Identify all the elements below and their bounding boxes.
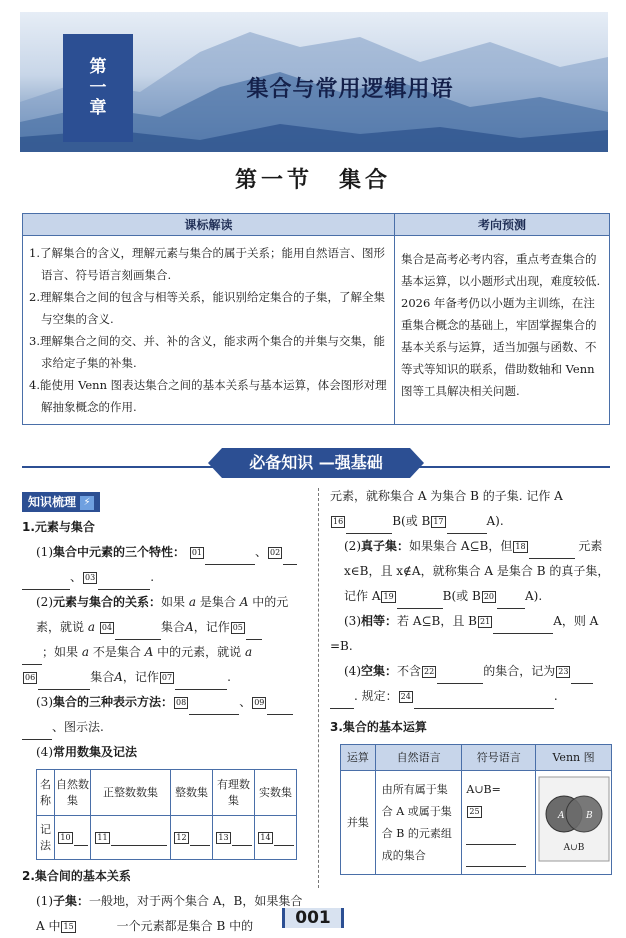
bold-text: 空集： [361, 664, 398, 678]
text: A). [525, 589, 543, 603]
paragraph-empty-set-cont: . 规定： 24 . [330, 684, 612, 709]
venn-cell [536, 771, 612, 875]
blank-number: 09 [254, 697, 265, 707]
blank-line[interactable] [283, 549, 297, 565]
standard-item: 4.能使用 Venn 图表达集合之间的基本关系与基本运算，体会图形对理解抽象概念的作用. [29, 378, 387, 414]
chapter-char: 第 [89, 57, 107, 78]
blank-number: 20 [483, 591, 494, 601]
blank-line[interactable] [274, 830, 294, 846]
text: ，记作 [122, 670, 159, 684]
blank-line[interactable] [466, 851, 526, 867]
blank-line[interactable] [175, 674, 227, 690]
venn-caption: A∪B [563, 842, 584, 853]
chapter-banner [20, 12, 608, 152]
standard-item: 2.理解集合之间的包含与相等关系，能识别给定集合的子集，了解全集与空集的含义. [29, 290, 385, 326]
text: 一般地，对于两个集合 A，B，如果集合 A 中 [36, 894, 303, 933]
table-cell [91, 816, 171, 860]
text: ；如果 [42, 645, 79, 659]
blank-number: 23 [558, 666, 569, 676]
section-ribbon: 必备知识 —强基础 [222, 448, 410, 478]
knowledge-tag-label: 知识梳理 [28, 495, 77, 509]
bold-text: 集合的三种表示方法： [53, 695, 174, 709]
paragraph-properties: (1)集合中元素的三个特性： 01 、 02 [22, 540, 310, 565]
standards-header: 课标解读 [23, 214, 395, 236]
operations-table [340, 744, 612, 875]
paragraph-representation: (3)集合的三种表示方法： 08 、 09 [22, 690, 310, 715]
blank-line[interactable] [98, 574, 150, 590]
paragraph-subset-cont2 [330, 509, 612, 534]
blank-line[interactable] [190, 830, 210, 846]
heading-operations: 3.集合的基本运算 [330, 720, 427, 734]
venn-circle-b [566, 796, 602, 832]
bold-text: 集合中元素的三个特性： [53, 545, 186, 559]
bold-text: 元素与集合的关系： [53, 595, 162, 609]
paragraph-subset-cont [330, 484, 612, 509]
text: (2) [36, 595, 53, 609]
blank-line[interactable] [74, 830, 88, 846]
standard-item: 1.了解集合的含义，理解元素与集合的属于关系；能用自然语言、图形语言、符号语言刻画集合. [29, 246, 385, 282]
blank-number: 19 [383, 591, 394, 601]
standards-table [22, 213, 610, 425]
table-header: 有理数集 [213, 770, 255, 816]
blank-line[interactable] [330, 693, 354, 709]
text: =B. [330, 639, 353, 653]
text: 元素，就称集合 A 为集合 B 的子集. 记作 A [330, 489, 563, 503]
section-title: 第一节 集合 [234, 168, 391, 193]
paragraph-number-sets [22, 740, 310, 765]
blank-line[interactable] [397, 593, 443, 609]
text: (1) [36, 894, 53, 908]
table-header: 运算 [341, 745, 376, 771]
blank-number: 25 [469, 806, 480, 816]
table-header: 符号语言 [462, 745, 536, 771]
blank-line[interactable] [246, 624, 262, 640]
table-header: 正整数数集 [91, 770, 171, 816]
blank-line[interactable] [267, 699, 293, 715]
chapter-char: 章 [89, 98, 107, 119]
table-cell [171, 816, 213, 860]
blank-line[interactable] [529, 543, 575, 559]
table-row-label: 记法 [37, 816, 55, 860]
blank-number: 13 [218, 832, 229, 842]
right-column [330, 484, 612, 875]
blank-number: 03 [85, 572, 96, 582]
text: 中的元素，就说 [157, 645, 242, 659]
text: (4) [36, 745, 53, 759]
blank-line[interactable] [232, 830, 252, 846]
standards-list [23, 236, 395, 425]
blank-number: 10 [60, 832, 71, 842]
blank-number: 04 [101, 622, 113, 632]
text: 元素 x∈B，且 x∉A，就称集合 A 是集合 B 的真子集，记作 A [344, 539, 610, 603]
heading-relations: 2.集合间的基本关系 [22, 869, 131, 883]
blank-line[interactable] [22, 649, 42, 665]
blank-line[interactable] [497, 593, 525, 609]
table-header: 整数集 [171, 770, 213, 816]
blank-number: 05 [232, 622, 243, 632]
venn-diagram [538, 776, 610, 862]
bold-text: 真子集： [361, 539, 410, 553]
blank-number: 17 [433, 516, 444, 526]
text: 不含 [397, 664, 422, 678]
blank-number: 14 [260, 832, 271, 842]
venn-label-b: B [585, 810, 593, 821]
bold-text: 常用数集及记法 [53, 745, 138, 759]
table-header: 名称 [37, 770, 55, 816]
paragraph-empty-set [330, 659, 612, 684]
table-cell [55, 816, 91, 860]
page-number-text: 001 [282, 908, 344, 928]
text: 的集合，记为 [483, 664, 556, 678]
text: 集合 [161, 620, 186, 634]
blank-number: 22 [424, 666, 435, 676]
blank-line[interactable] [22, 574, 70, 590]
blank-line[interactable] [437, 668, 483, 684]
table-cell [462, 771, 536, 875]
text: B(或 B [392, 514, 431, 528]
table-row-label: 并集 [341, 771, 376, 875]
lightning-icon: ⚡ [80, 496, 94, 510]
blank-number: 21 [480, 616, 491, 626]
knowledge-tag [22, 492, 100, 512]
blank-line[interactable] [111, 830, 167, 846]
paragraph-membership-cont: ；如果 a 不是集合 A 中的元素，就说 a [22, 640, 310, 665]
text: 集合 [90, 670, 115, 684]
table-header: 自然数集 [55, 770, 91, 816]
blank-line[interactable] [38, 674, 90, 690]
blank-number: 06 [25, 672, 36, 682]
paragraph-proper-subset [330, 534, 612, 609]
text: . 规定： [354, 689, 398, 703]
blank-number: 01 [191, 547, 203, 557]
text: 如果集合 A⊆B，但 [409, 539, 513, 553]
text: A，则 A [553, 614, 599, 628]
paragraph-representation-cont [22, 715, 310, 740]
blank-line[interactable] [346, 518, 392, 534]
blank-line[interactable] [205, 549, 255, 565]
table-header: Venn 图 [536, 745, 612, 771]
blank-line[interactable] [493, 618, 553, 634]
bold-text: 子集： [53, 894, 90, 908]
blank-line[interactable] [447, 518, 487, 534]
blank-number: 18 [515, 541, 526, 551]
paragraph-equal-cont [330, 634, 612, 659]
heading-element-set: 1.元素与集合 [22, 520, 95, 534]
blank-line[interactable] [414, 693, 554, 709]
table-header: 自然语言 [375, 745, 462, 771]
text: 若 A⊆B，且 B [397, 614, 478, 628]
number-sets-table [36, 769, 297, 860]
blank-number: 07 [161, 672, 173, 682]
text: 不是集合 [92, 645, 141, 659]
forecast-header: 考向预测 [395, 214, 610, 236]
blank-line[interactable] [189, 699, 239, 715]
chapter-char: 一 [89, 77, 107, 98]
blank-number: 24 [400, 691, 411, 701]
blank-number: 15 [63, 921, 74, 931]
blank-number: 08 [176, 697, 187, 707]
paragraph-equal [330, 609, 612, 634]
chapter-title: 集合与常用逻辑用语 [246, 77, 454, 102]
paragraph-membership-cont2: 06 集合A，记作 07 . [22, 665, 310, 690]
blank-number: 16 [333, 516, 344, 526]
blank-line[interactable] [22, 724, 52, 740]
text: 一个元素都是集合 B 中的 [116, 919, 254, 933]
table-cell [213, 816, 255, 860]
blank-line[interactable] [115, 624, 161, 640]
paragraph-properties-cont: 、 03 . [22, 565, 310, 590]
standard-item: 3.理解集合之间的交、并、补的含义，能求两个集合的并集与交集，能求给定子集的补集. [29, 334, 385, 370]
table-header: 实数集 [255, 770, 297, 816]
column-divider [318, 488, 319, 888]
text: (2) [344, 539, 361, 553]
text: (4) [344, 664, 361, 678]
bold-text: 相等： [361, 614, 398, 628]
text: 是集合 [199, 595, 236, 609]
venn-label-a: A [557, 810, 565, 821]
blank-line[interactable] [571, 668, 593, 684]
text: ，记作 [193, 620, 230, 634]
chapter-tab [63, 34, 133, 142]
page-number [0, 908, 626, 928]
blank-number: 02 [270, 547, 281, 557]
blank-number: 11 [97, 832, 108, 842]
left-column [22, 490, 310, 938]
text: (3) [344, 614, 361, 628]
text: 、图示法. [52, 720, 104, 734]
forecast-text: 集合是高考必考内容，重点考查集合的基本运算，以小题形式出现，难度较低. 2026 年备考仍以小题为主训练，在注重集合概念的基础上，牢固掌握集合的基本关系与运算，适当加强与函数、不等式等知识的联系，借助数轴和 Venn 图等工具解决相关问题. [395, 236, 610, 425]
table-cell [255, 816, 297, 860]
paragraph-membership: (2)元素与集合的关系：如果 a 是集合 A 中的元素，就说 a 04 集合A，记作 05 [22, 590, 310, 640]
blank-line[interactable] [466, 829, 516, 845]
blank-number: 12 [176, 832, 187, 842]
text: 中的元素，就说 [36, 595, 289, 634]
text: (1) [36, 545, 53, 559]
text: A). [486, 514, 504, 528]
text: B(或 B [442, 589, 481, 603]
text: (3) [36, 695, 53, 709]
table-cell: 由所有属于集合 A 或属于集合 B 的元素组成的集合 [375, 771, 462, 875]
text: 如果 [161, 595, 186, 609]
union-symbol: A∪B= [466, 782, 501, 796]
